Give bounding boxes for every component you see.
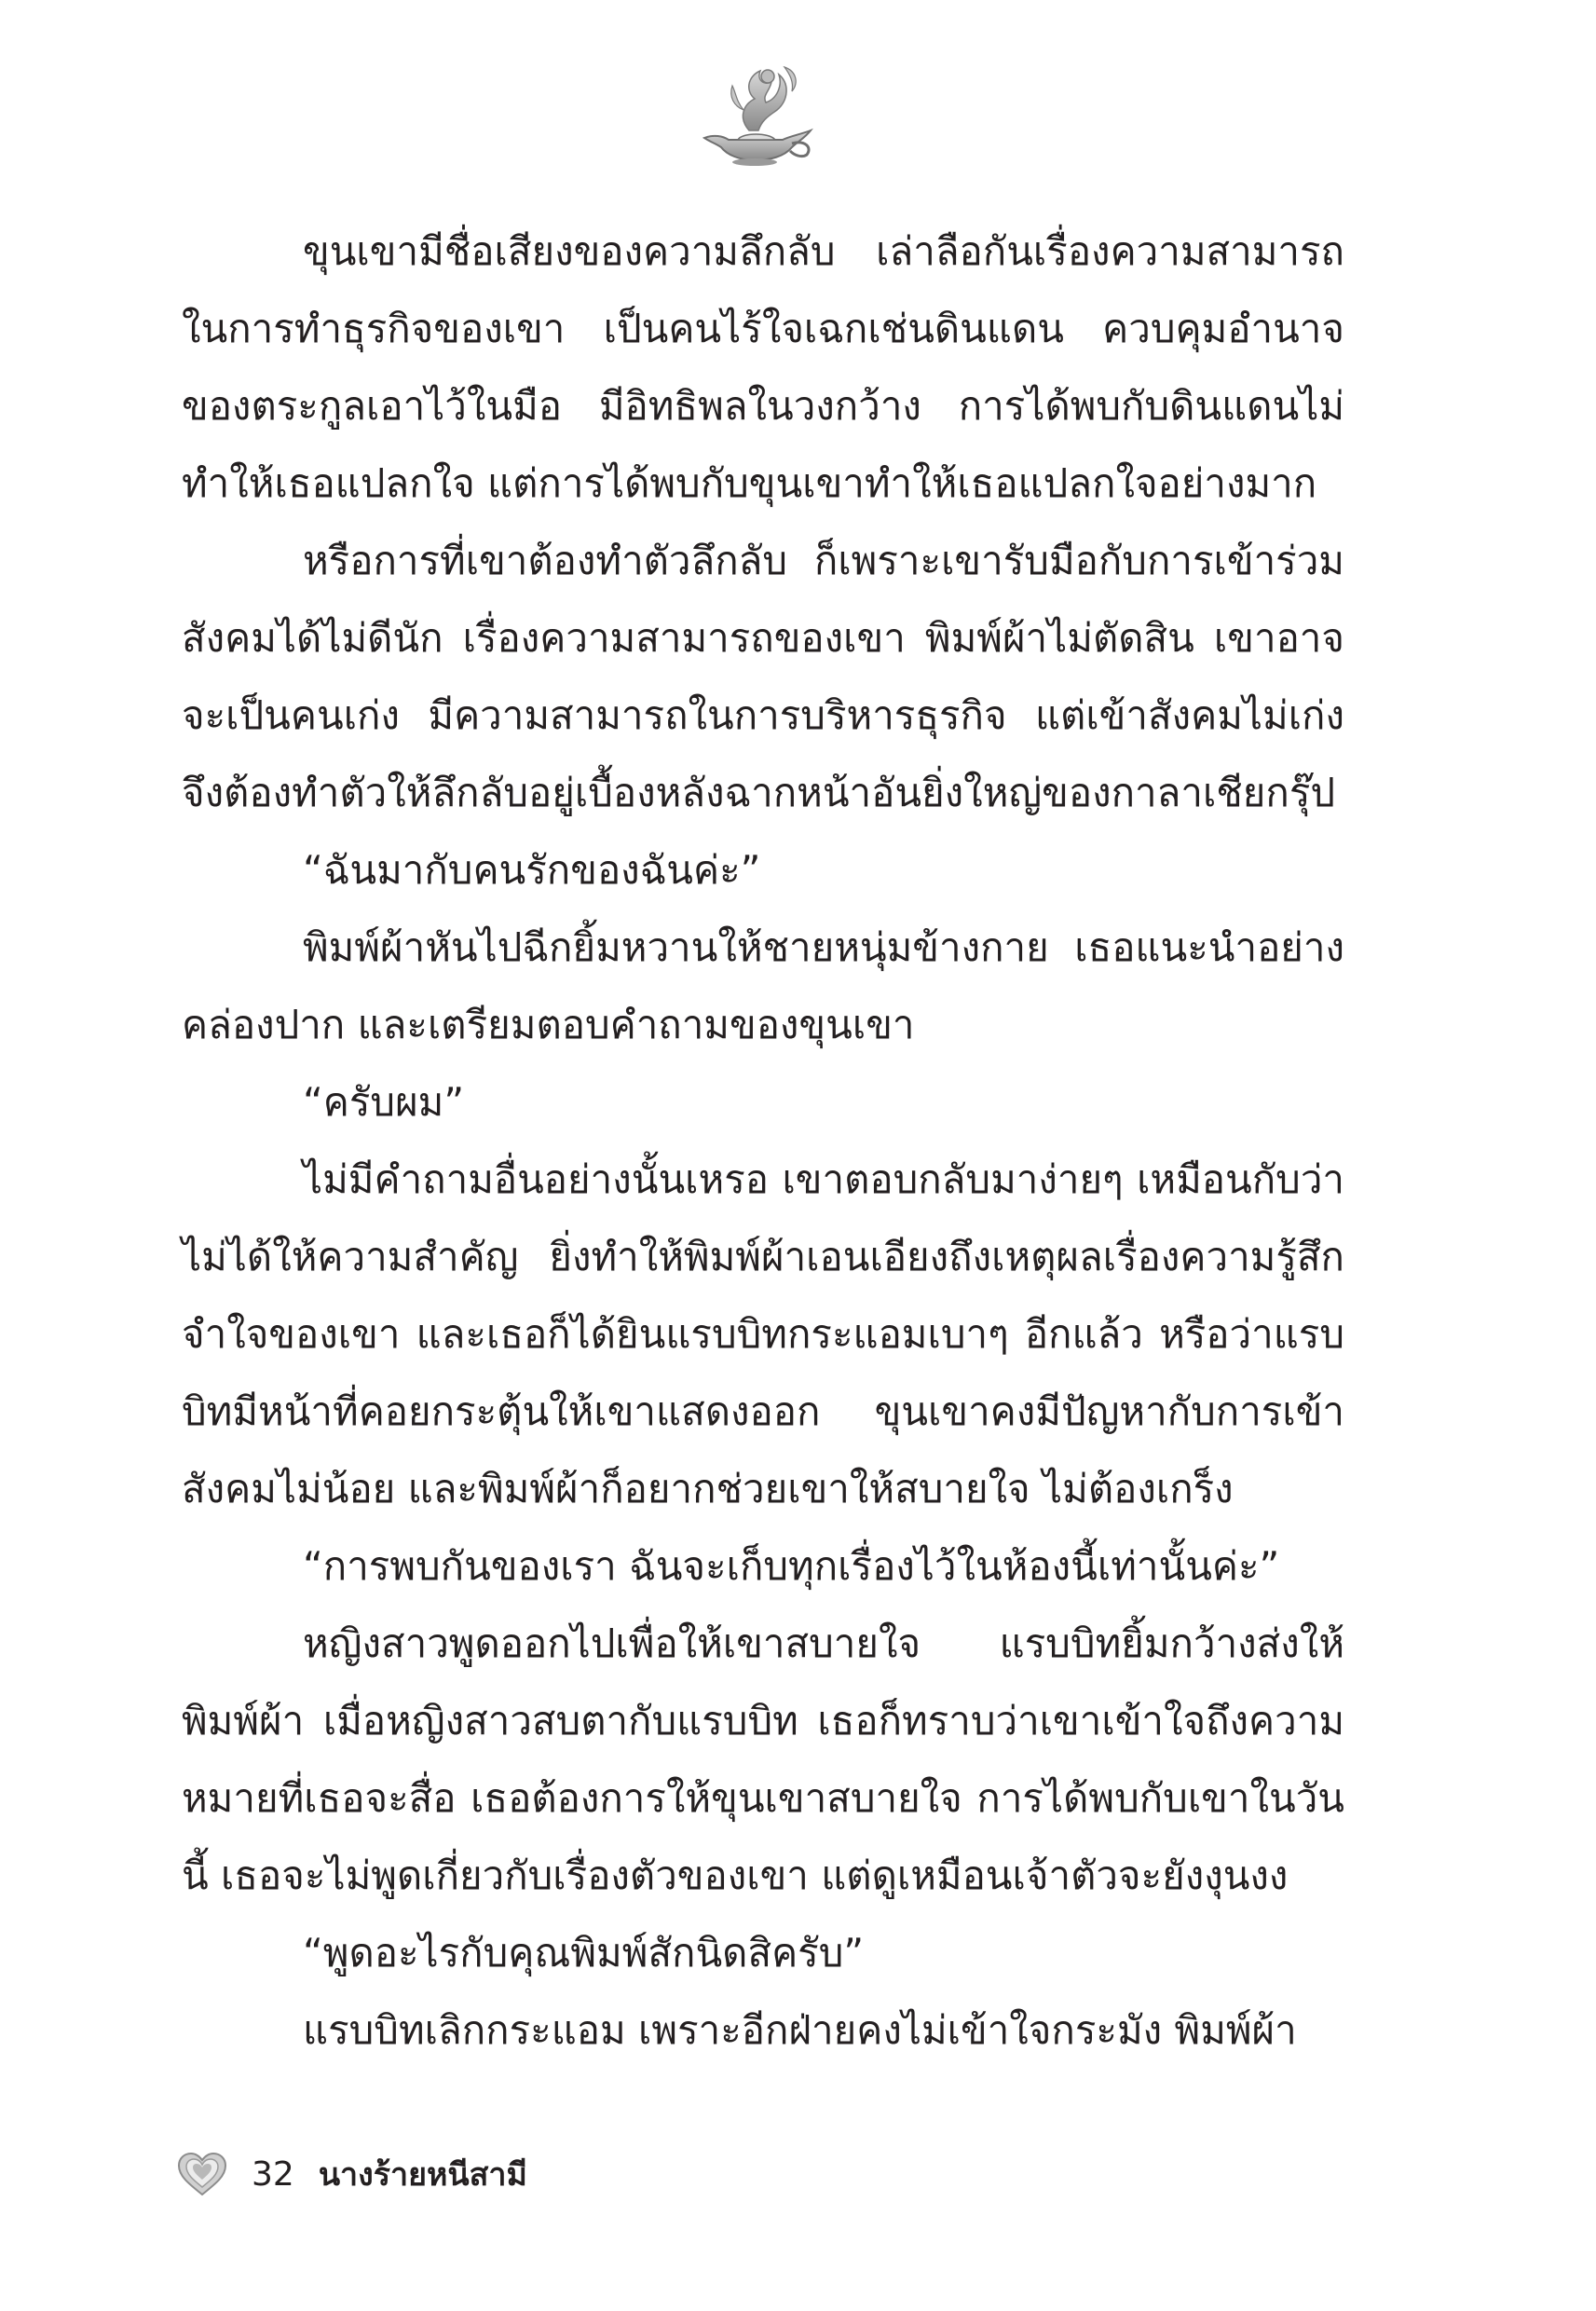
paragraph: หรือการที่เขาต้องทำตัวลึกลับ ก็เพราะเขารับมือกับการเข้าร่วมสังคมได้ไม่ดีนัก เรื่องความสามารถของเขา พิมพ์ผ้าไม่ตัดสิน เขาอาจจะเป็นคนเก่ง มีความสามารถในการบริหารธุรกิจ แต่เข้าสังคมไม่เก่ง จึงต้องทำตัวให้ลึกลับอยู่เบื้องหลังฉากหน้าอันยิ่งใหญ่ของกาลาเชียกรุ๊ป — [182, 538, 1344, 815]
heart-icon — [177, 2152, 227, 2196]
body-text — [182, 212, 1344, 2069]
paragraph: “พูดอะไรกับคุณพิมพ์สักนิดสิครับ” — [303, 1930, 865, 1976]
paragraph: “ฉันมากับคนรักของฉันค่ะ” — [303, 847, 761, 893]
page-number: 32 — [252, 2154, 294, 2194]
paragraph: ไม่มีคำถามอื่นอย่างนั้นเหรอ เขาตอบกลับมาง่ายๆ เหมือนกับว่าไม่ได้ให้ความสำคัญ ยิ่งทำให้พิมพ์ผ้าเอนเอียงถึงเหตุผลเรื่องความรู้สึกจำใจของเขา และเธอก็ได้ยินแรบบิทกระแอมเบาๆ อีกแล้ว หรือว่าแรบบิทมีหน้าที่คอยกระตุ้นให้เขาแสดงออก ขุนเขาคงมีปัญหากับการเข้าสังคมไม่น้อย และพิมพ์ผ้าก็อยากช่วยเขาให้สบายใจ ไม่ต้องเกร็ง — [182, 1156, 1344, 1511]
genie-lamp-icon — [691, 58, 822, 168]
paragraph: หญิงสาวพูดออกไปเพื่อให้เขาสบายใจ แรบบิทยิ้มกว้างส่งให้พิมพ์ผ้า เมื่อหญิงสาวสบตากับแรบบิท เธอก็ทราบว่าเขาเข้าใจถึงความหมายที่เธอจะสื่อ เธอต้องการให้ขุนเขาสบายใจ การได้พบกับเขาในวันนี้ เธอจะไม่พูดเกี่ยวกับเรื่องตัวของเขา แต่ดูเหมือนเจ้าตัวจะยังงุนงง — [182, 1620, 1344, 1898]
paragraph: “การพบกันของเรา ฉันจะเก็บทุกเรื่องไว้ในห้องนี้เท่านั้นค่ะ” — [303, 1543, 1280, 1589]
page-footer — [177, 2146, 527, 2202]
paragraph: “ครับผม” — [303, 1079, 465, 1125]
book-title: นางร้ายหนีสามี — [318, 2156, 527, 2194]
paragraph: พิมพ์ผ้าหันไปฉีกยิ้มหวานให้ชายหนุ่มข้างกาย เธอแนะนำอย่างคล่องปาก และเตรียมตอบคำถามของขุนเขา — [182, 924, 1344, 1047]
paragraph: ขุนเขามีชื่อเสียงของความลึกลับ เล่าลือกันเรื่องความสามารถในการทำธุรกิจของเขา เป็นคนไร้ใจเฉกเช่นดินแดน ควบคุมอำนาจของตระกูลเอาไว้ในมือ มีอิทธิพลในวงกว้าง การได้พบกับดินแดนไม่ทำให้เธอแปลกใจ แต่การได้พบกับขุนเขาทำให้เธอแปลกใจอย่างมาก — [182, 228, 1344, 506]
paragraph: แรบบิทเลิกกระแอม เพราะอีกฝ่ายคงไม่เข้าใจกระมัง พิมพ์ผ้า — [303, 2007, 1297, 2053]
